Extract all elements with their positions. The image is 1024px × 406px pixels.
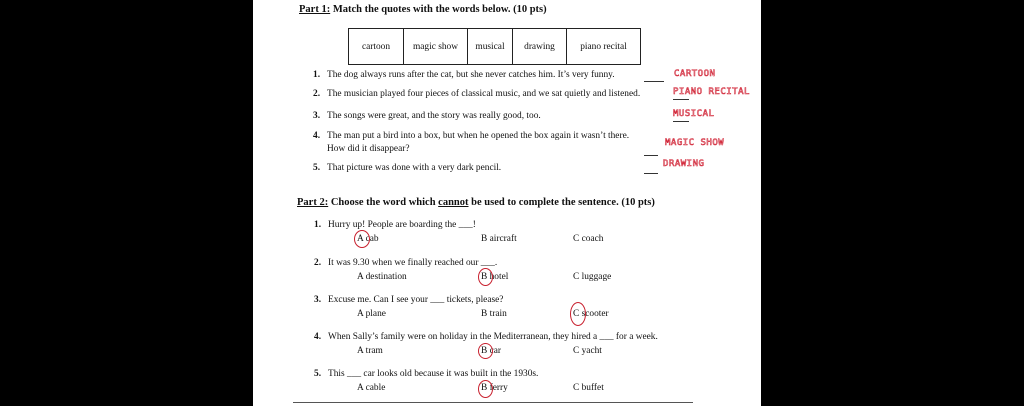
item-number: 5. [313,163,321,173]
answer-blank [673,121,689,122]
question-text: Excuse me. Can I see your ___ tickets, please? [328,295,504,305]
option-b[interactable]: B aircraft [481,234,517,244]
word-cell: cartoon [349,29,404,64]
option-a[interactable]: A plane [357,309,386,319]
item-number: 1. [313,70,321,80]
option-c[interactable]: C luggage [573,272,612,282]
option-a[interactable]: A cab [357,234,379,244]
word-cell: piano recital [580,41,627,52]
option-a[interactable]: A cable [357,383,386,393]
item-text: The musician played four pieces of classical music, and we sat quietly and listened. [327,89,641,99]
part1-title: Match the quotes with the words below. (10 pts) [332,4,547,15]
question-text: This ___ car looks old because it was built in the 1930s. [328,369,539,379]
worksheet-page [253,0,761,406]
option-a[interactable]: A tram [357,346,383,356]
option-c[interactable]: C yacht [573,346,602,356]
option-text: coach [581,234,604,244]
option-text: cable [365,383,386,393]
option-c[interactable]: C buffet [573,383,604,393]
question-number: 5. [314,369,322,379]
item-text-continued: How did it disappear? [327,144,410,154]
option-b[interactable]: B car [481,346,502,356]
part2-heading [297,197,655,208]
footer-divider [293,402,693,403]
option-text: cab [365,234,379,244]
question-number: 3. [314,295,322,305]
item-text: That picture was done with a very dark pencil. [327,163,502,173]
option-b[interactable]: B train [481,309,507,319]
part2-question [314,295,503,305]
handwritten-answer: MAGIC SHOW [665,138,725,148]
part1-item [313,70,615,80]
option-text: car [489,346,502,356]
question-text: When Sally’s family were on holiday in the Mediterranean, they hired a ___ for a week. [328,332,658,342]
answer-blank [644,81,664,82]
option-text: yacht [581,346,602,356]
word-cell: musical [468,29,513,64]
part2-label: Part 2: [297,197,329,208]
part1-item [313,89,640,99]
item-text: The man put a bird into a box, but when he opened the box again it wasn’t there. [327,131,630,141]
question-number: 1. [314,220,322,230]
part1-item [313,130,629,156]
option-text: ferry [489,383,508,393]
answer-blank [644,155,658,156]
question-number: 2. [314,258,322,268]
option-b[interactable]: B ferry [481,383,508,393]
part2-question [314,369,538,379]
answer-blank [644,173,658,174]
part2-title-pre: Choose the word which [330,197,436,208]
part1-item [313,163,501,173]
option-text: tram [365,346,383,356]
option-text: buffet [581,383,604,393]
option-text: destination [365,272,407,282]
option-text: aircraft [489,234,517,244]
item-number: 3. [313,111,321,121]
option-text: luggage [581,272,612,282]
item-text: The dog always runs after the cat, but she never catches him. It’s very funny. [327,70,615,80]
word-cell: drawing [513,29,567,64]
answer-circle [478,268,493,286]
part1-heading [299,4,547,15]
answer-circle [478,343,493,359]
part1-item [313,111,541,121]
option-a[interactable]: A destination [357,272,407,282]
item-text: The songs were great, and the story was really good, too. [327,111,541,121]
answer-blank [673,99,689,100]
item-number: 4. [313,131,321,141]
part2-title-emphasis: cannot [438,197,469,208]
answer-circle [354,230,370,248]
option-c[interactable]: C scooter [573,309,609,319]
part2-title-post: be used to complete the sentence. (10 pts) [471,197,655,208]
option-text: hotel [489,272,509,282]
part2-question [314,258,497,268]
option-b[interactable]: B hotel [481,272,509,282]
handwritten-answer: PIANO RECITAL [673,87,750,97]
item-number: 2. [313,89,321,99]
option-text: train [489,309,507,319]
handwritten-answer: DRAWING [663,159,705,169]
answer-circle [478,380,493,398]
option-text: scooter [581,309,609,319]
question-text: Hurry up! People are boarding the ___! [328,220,476,230]
question-number: 4. [314,332,322,342]
option-text: plane [365,309,386,319]
word-box [348,28,641,65]
answer-circle [570,302,586,326]
option-c[interactable]: C coach [573,234,604,244]
word-cell: magic show [404,29,468,64]
part2-question [314,332,658,342]
part2-question [314,220,476,230]
handwritten-answer: MUSICAL [673,109,715,119]
handwritten-answer: CARTOON [674,69,716,79]
question-text: It was 9.30 when we finally reached our ___. [328,258,498,268]
part1-label: Part 1: [299,4,331,15]
